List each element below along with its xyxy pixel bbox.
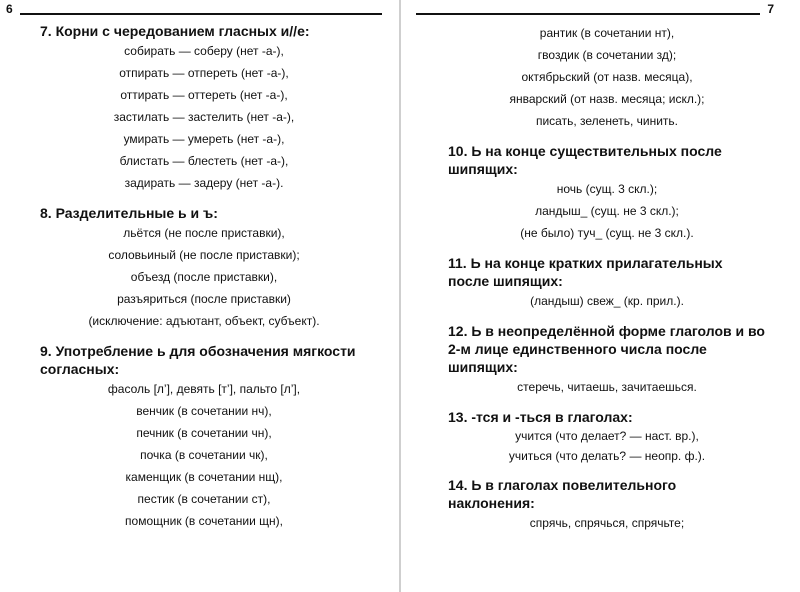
example-line: умирать — умереть (нет -а-), bbox=[123, 132, 285, 146]
example-line: венчик (в сочетании нч), bbox=[136, 404, 272, 418]
example-line: январский (от назв. месяца; искл.); bbox=[509, 92, 705, 106]
example-line: учится (что делает? — наст. вр.), bbox=[515, 429, 699, 443]
section-9 bbox=[40, 342, 368, 532]
example-line: ландыш_ (сущ. не 3 скл.); bbox=[535, 204, 679, 218]
page-number: 6 bbox=[6, 2, 13, 16]
section-heading: 14. Ь в глаголах повелительного наклонения: bbox=[448, 477, 677, 511]
section-8 bbox=[40, 204, 368, 332]
section-14 bbox=[448, 476, 766, 534]
section-9-continued bbox=[448, 22, 766, 132]
right-page bbox=[406, 0, 800, 592]
example-line: разъяриться (после приставки) bbox=[117, 292, 291, 306]
section-12 bbox=[448, 322, 766, 398]
book-gutter bbox=[399, 0, 401, 592]
section-heading: 13. -тся и -ться в глаголах: bbox=[448, 409, 633, 425]
example-line: объезд (после приставки), bbox=[130, 270, 278, 284]
example-line: гвоздик (в сочетании зд); bbox=[537, 48, 677, 62]
section-heading: 12. Ь в неопределённой форме глаголов и во 2-м лице единственного числа после шипящих: bbox=[448, 323, 765, 375]
section-heading: 10. Ь на конце существительных после шипящих: bbox=[448, 143, 722, 177]
page-number: 7 bbox=[767, 2, 774, 16]
right-page-content bbox=[448, 22, 766, 534]
example-line: спрячь, спрячься, спрячьте; bbox=[529, 516, 685, 530]
example-line: застилать — застелить (нет -а-), bbox=[113, 110, 295, 124]
section-heading: 8. Разделительные ь и ъ: bbox=[40, 205, 218, 221]
example-line: собирать — соберу (нет -а-), bbox=[124, 44, 284, 58]
example-line: соловьиный (не после приставки); bbox=[108, 248, 300, 262]
example-line: стеречь, читаешь, зачитаешься. bbox=[517, 380, 697, 394]
left-page-content bbox=[40, 22, 368, 532]
section-7 bbox=[40, 22, 368, 194]
example-line: задирать — задеру (нет -а-). bbox=[124, 176, 284, 190]
example-line: оттирать — оттереть (нет -а-), bbox=[120, 88, 288, 102]
example-line: отпирать — отпереть (нет -а-), bbox=[119, 66, 289, 80]
section-10 bbox=[448, 142, 766, 244]
example-line: учиться (что делать? — неопр. ф.). bbox=[508, 449, 706, 463]
header-rule bbox=[20, 13, 382, 15]
example-line: пестик (в сочетании ст), bbox=[137, 492, 271, 506]
example-line: каменщик (в сочетании нщ), bbox=[125, 470, 283, 484]
left-page bbox=[0, 0, 394, 592]
example-line: писать, зеленеть, чинить. bbox=[535, 114, 679, 128]
section-heading: 11. Ь на конце кратких прилагательных после шипящих: bbox=[448, 255, 723, 289]
section-13 bbox=[448, 408, 766, 466]
example-line: почка (в сочетании чк), bbox=[140, 448, 268, 462]
example-line: (ландыш) свеж_ (кр. прил.). bbox=[530, 294, 684, 308]
example-line: рантик (в сочетании нт), bbox=[539, 26, 675, 40]
example-line: (исключение: адъютант, объект, субъект). bbox=[88, 314, 320, 328]
example-line: блистать — блестеть (нет -а-), bbox=[119, 154, 289, 168]
example-line: льётся (не после приставки), bbox=[123, 226, 285, 240]
example-line: октябрьский (от назв. месяца), bbox=[521, 70, 693, 84]
example-line: фасоль [л’], девять [т’], пальто [л’], bbox=[107, 382, 301, 396]
section-heading: 9. Употребление ь для обозначения мягкости согласных: bbox=[40, 343, 356, 377]
example-line: (не было) туч_ (сущ. не 3 скл.). bbox=[520, 226, 694, 240]
section-11 bbox=[448, 254, 766, 312]
example-line: печник (в сочетании чн), bbox=[136, 426, 272, 440]
section-heading: 7. Корни с чередованием гласных и//е: bbox=[40, 23, 310, 39]
example-line: помощник (в сочетании щн), bbox=[125, 514, 283, 528]
header-rule bbox=[416, 13, 760, 15]
example-line: ночь (сущ. 3 скл.); bbox=[556, 182, 658, 196]
